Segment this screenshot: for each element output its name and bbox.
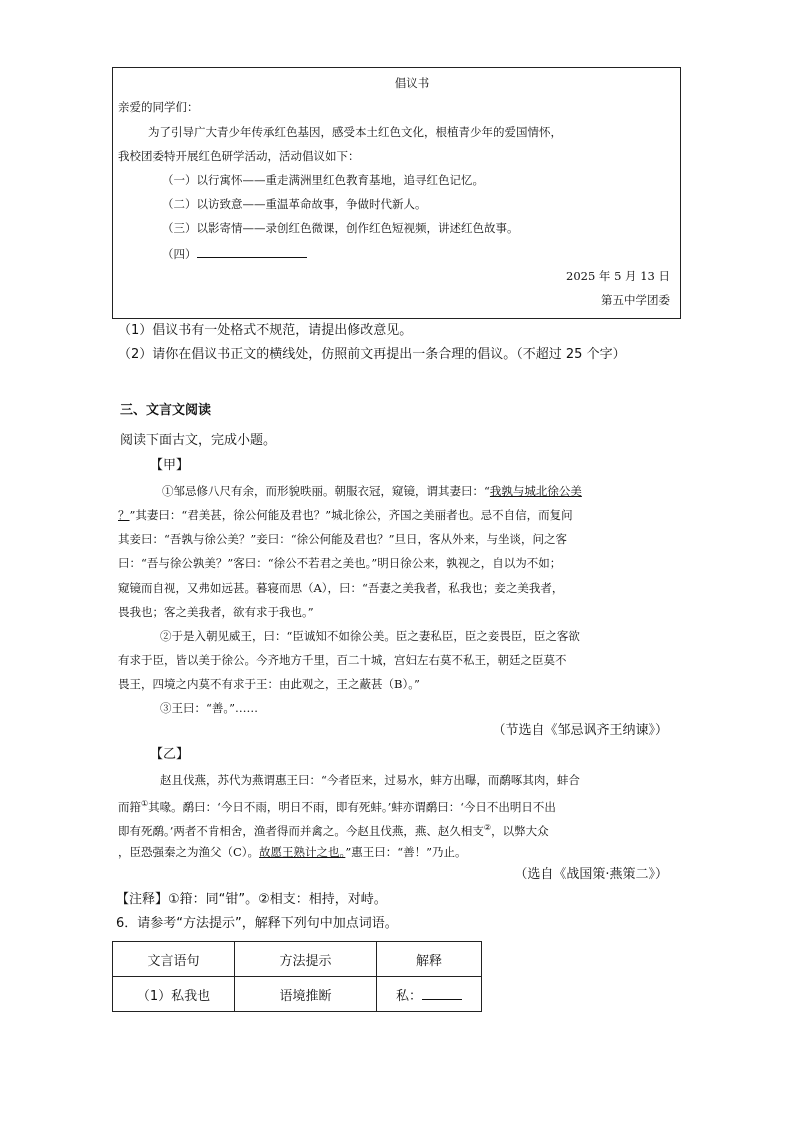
proposal-item-2: （二）以访致意——重温革命故事，争做时代新人。 bbox=[162, 197, 427, 211]
yi-line-2 bbox=[118, 796, 556, 815]
section-instruction: 阅读下面古文，完成小题。 bbox=[120, 433, 277, 448]
yi-line-4 bbox=[118, 844, 466, 860]
annotation-notes: 【注释】①箝：同“钳”。②相支：相持，对峙。 bbox=[116, 892, 387, 907]
table-cell: （1）私我也 bbox=[113, 977, 235, 1012]
table-header-cell: 文言语句 bbox=[113, 942, 235, 977]
yi-line-3b: ，以弊大众 bbox=[491, 823, 549, 838]
jia-line-3: 其妾曰：“吾孰与徐公美？”妾曰：“徐公何能及君也？”旦日，客从外来，与坐谈，问之客 bbox=[118, 532, 568, 546]
yi-line-1: 赵且伐燕，苏代为燕谓惠王曰：“今者臣来，过易水，蚌方出曝，而鹬啄其肉，蚌合 bbox=[160, 773, 580, 787]
jia-line-2 bbox=[118, 507, 573, 523]
jia-line-10: ③王曰：“善。”…… bbox=[160, 701, 259, 715]
question-6: 6．请参考“方法提示”，解释下列句中加点词语。 bbox=[116, 916, 398, 931]
proposal-title: 倡议书 bbox=[394, 76, 430, 90]
answer-table bbox=[112, 941, 482, 1012]
proposal-intro-line2: 我校团委特开展红色研学活动，活动倡议如下： bbox=[118, 149, 360, 163]
proposal-greeting: 亲爱的同学们： bbox=[118, 100, 199, 114]
proposal-item-4 bbox=[162, 245, 307, 262]
yi-line-3a: 即有死鹬。’两者不肯相舍，渔者得而并禽之。今赵且伐燕，燕、赵久相支 bbox=[118, 823, 484, 838]
jia-underlined-sentence: 我孰与城北徐公美 bbox=[489, 484, 582, 498]
proposal-signer: 第五中学团委 bbox=[601, 293, 670, 307]
table-answer-cell bbox=[377, 977, 482, 1012]
proposal-intro-line1: 为了引导广大青少年传承红色基因，感受本土红色文化，根植青少年的爱国情怀， bbox=[148, 125, 562, 139]
table-cell: 语境推断 bbox=[235, 977, 377, 1012]
yi-line-2b: 其喙。鹬曰：‘今日不雨，明日不雨，即有死蚌。’蚌亦谓鹬曰：‘今日不出明日不出 bbox=[148, 799, 556, 814]
jia-line-6: 畏我也；客之美我者，欲有求于我也。” bbox=[118, 605, 314, 619]
jia-source: （节选自《邹忌讽齐王纳谏》） bbox=[492, 723, 668, 738]
proposal-item-3: （三）以影寄情——录创红色微课，创作红色短视频，讲述红色故事。 bbox=[162, 221, 519, 235]
jia-line-2a: ”其妻曰：“君美甚，徐公何能及君也？”城北徐公，齐国之美丽者也。忌不自信，而复问 bbox=[129, 508, 573, 522]
jia-line-1a: ①邹忌修八尺有余，而形貌昳丽。朝服衣冠，窥镜，谓其妻曰：“ bbox=[162, 484, 490, 498]
jia-line-4: 曰：“吾与徐公孰美？”客曰：“徐公不若君之美也。”明日徐公来，孰视之，自以为不如； bbox=[118, 556, 562, 570]
note-marker-1: ① bbox=[141, 799, 149, 808]
answer-blank[interactable] bbox=[422, 987, 462, 1000]
proposal-item-1: （一）以行寓怀——重走满洲里红色教育基地，追寻红色记忆。 bbox=[162, 173, 484, 187]
table-header-row bbox=[113, 942, 482, 977]
yi-line-2a: 而箝 bbox=[118, 799, 141, 814]
table-header-cell: 解释 bbox=[377, 942, 482, 977]
yi-line-4a: ，臣恐强秦之为渔父（C）。 bbox=[118, 845, 260, 859]
section-heading: 三、文言文阅读 bbox=[120, 403, 212, 418]
question-2: （2）请你在倡议书正文的横线处，仿照前文再提出一条合理的倡议。（不超过 25 个字） bbox=[118, 347, 626, 362]
yi-line-4b: ”惠王曰：“善！”乃止。 bbox=[345, 845, 467, 859]
proposal-item-4-label: （四） bbox=[162, 247, 197, 261]
note-marker-2: ② bbox=[483, 823, 492, 832]
table-header-cell: 方法提示 bbox=[235, 942, 377, 977]
jia-line-5: 窥镜而自视，又弗如远甚。暮寝而思（A），曰：“吾妻之美我者，私我也；妾之美我者， bbox=[118, 581, 564, 595]
yi-line-3 bbox=[118, 820, 549, 839]
jia-line-1 bbox=[162, 483, 582, 499]
question-1: （1）倡议书有一处格式不规范，请提出修改意见。 bbox=[118, 323, 413, 338]
answer-label: 私： bbox=[395, 988, 422, 1004]
jia-line-8: 有求于臣，皆以美于徐公。今齐地方千里，百二十城，宫妇左右莫不私王，朝廷之臣莫不 bbox=[118, 653, 567, 667]
jia-underlined-end: ？ bbox=[118, 508, 130, 522]
proposal-item-4-blank[interactable] bbox=[197, 245, 307, 258]
proposal-date: 2025 年 5 月 13 日 bbox=[566, 269, 670, 283]
yi-source: （选自《战国策·燕策二》） bbox=[514, 867, 668, 882]
jia-line-9: 畏王，四境之内莫不有求于王：由此观之，王之蔽甚（B）。” bbox=[118, 677, 420, 691]
jia-label: 【甲】 bbox=[150, 458, 190, 473]
yi-underlined-sentence: 故愿王熟计之也。 bbox=[259, 845, 346, 859]
table-row bbox=[113, 977, 482, 1012]
jia-line-7: ②于是入朝见威王，曰：“臣诚知不如徐公美。臣之妻私臣，臣之妾畏臣，臣之客欲 bbox=[160, 629, 580, 643]
yi-label: 【乙】 bbox=[150, 747, 190, 762]
